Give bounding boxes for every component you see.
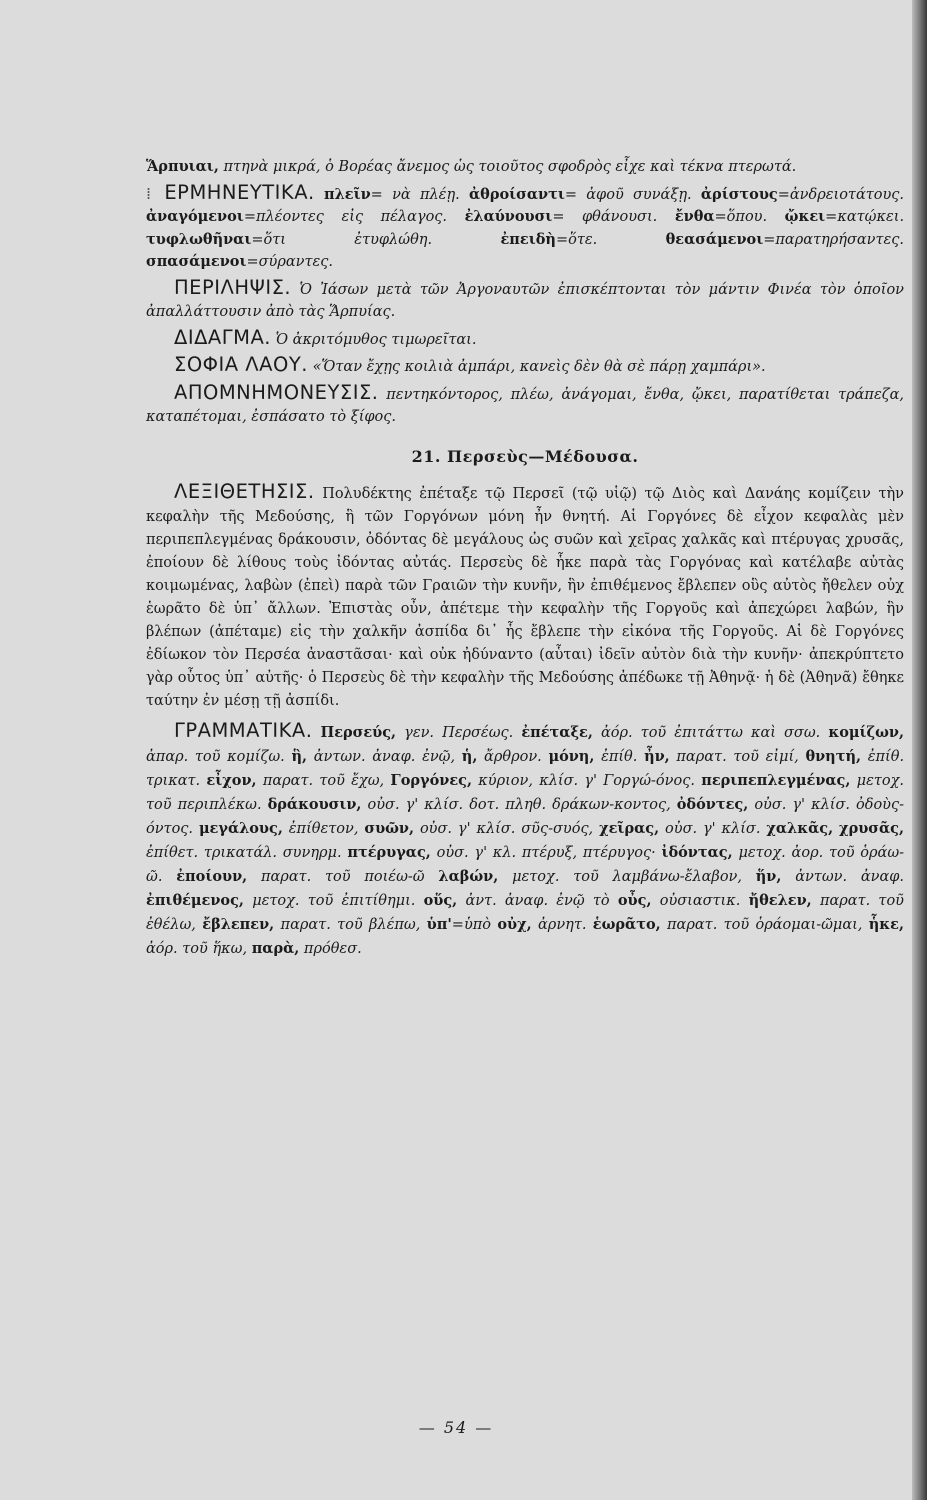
gram-def: οὐσ. γ' κλ. πτέρυξ, πτέρυγος· — [436, 844, 656, 861]
gram-def: ἀρνητ. — [538, 916, 587, 933]
gram-word: ἐπέταξε, — [521, 723, 593, 741]
gram-word: παρὰ, — [251, 939, 300, 957]
gram-word: ἔβλεπεν, — [202, 915, 275, 933]
gram-word: ἧκε, — [868, 915, 905, 933]
gloss-word: ἀθροίσαντι — [469, 185, 565, 203]
gloss-word: ἀρίστους — [700, 185, 778, 203]
gram-entry — [364, 821, 593, 837]
gram-word: χεῖρας, — [599, 819, 660, 837]
gram-def: οὐσ. γ' κλίσ. δοτ. πληθ. δράκων-κοντος, — [367, 796, 671, 813]
margin-marker: ⁞ — [146, 183, 152, 203]
gram-def: οὐσ. γ' κλίσ. ὀδοὺς-όντος. — [146, 796, 905, 837]
gram-entry — [390, 773, 695, 789]
gloss-word: ἔνθα — [674, 208, 715, 225]
gram-entry — [427, 917, 491, 933]
section-title: 21. Περσεὺς—Μέδουσα. — [411, 446, 639, 466]
periliipsis-paragraph — [146, 277, 904, 324]
grammatika-label: ΓΡΑΜΜΑΤΙΚΑ. — [174, 718, 313, 742]
gram-word: οὐχ, — [497, 915, 532, 933]
gram-word: ἤθελεν, — [748, 891, 812, 909]
gram-entry — [766, 821, 839, 837]
gram-entry — [199, 821, 359, 837]
lexithetisis-text: Πολυδέκτης ἐπέταξε τῷ Περσεῖ (τῷ υἱῷ) τῷ Διὸς καὶ Δανάης κομίζειν τὴν κεφαλὴν τῆς Μεδούσης, ἣ τῶν Γοργόνων μόνη ἦν θνητή. Αἱ Γοργόνες δὲ εἶχον κεφαλὰς μὲν περιπεπλεγμένας δράκουσιν, ὀδόντας δὲ μεγάλους ὡς συῶν καὶ χεῖρας χαλκᾶς καὶ πτέρυγας χρυσᾶς, ἐποίουν δὲ λίθους τοὺς ἰδόντας αὐτάς. Περσεὺς δὲ ἧκε παρὰ τὰς Γοργόνας καὶ κατέλαβε αὐτὰς κοιμωμένας, λαβὼν (ἐπεὶ) παρὰ τῶν Γραιῶν τὴν κυνῆν, ἣν ἐπιθέμενος ἔβλεπεν οὓς αὐτὸς ἤθελεν οὐχ ἑωρᾶτο δὲ ὑπ᾽ ἄλλων. Ἐπιστὰς οὖν, ἀπέτεμε τὴν κεφαλὴν τῆς Γοργοῦς καὶ ἀπεχώρει λαβών, ἣν βλέπων (ἀπέταμε) εἰς τὴν χαλκῆν ἀσπίδα δι᾽ ἧς ἔβλεπε τὴν εἰκόνα τῆς Γοργοῦς. Αἱ δὲ Γοργόνες ἐδίωκον τὸν Περσέα ἀναστᾶσαι· καὶ οὐκ ἠδύναντο (αὗται) ἰδεῖν αὐτὸν διὰ τὴν κυνῆν· ἀπεκρύπτετο γὰρ οὗτος ὑπ᾽ αὐτῆς· ὁ Περσεὺς δὲ τὴν κεφαλὴν τῆς Μεδούσης ἀπέδωκε τῇ Ἀθηνᾷ· ἡ δὲ (Ἀθηνᾶ) ἔθηκε ταύτην ἐν μέσῃ τῇ ἀσπίδι. — [146, 485, 904, 709]
gram-def: οὐσ. γ' κλίσ. σῦς-συός, — [419, 820, 594, 837]
gram-word: ἡ, — [461, 747, 478, 765]
page-number: — 54 — — [418, 1418, 494, 1437]
gram-word: ἦν, — [644, 747, 670, 765]
gram-word: Περσεύς, — [320, 723, 397, 741]
gloss-def: =παρατηρήσαντες. — [763, 231, 904, 248]
periliipsis-text: Ὁ Ἰάσων μετὰ τῶν Ἀργοναυτῶν ἐπισκέπτονται τὸν μάντιν Φινέα τὸν ὁποῖον ἀπαλλάττουσιν ἀπὸ τὰς Ἅρπυίας. — [146, 281, 904, 320]
gram-entry — [268, 797, 671, 813]
page-edge-shadow — [912, 0, 927, 1500]
gram-word: χαλκᾶς, — [766, 819, 834, 837]
gloss-word: τυφλωθῆναι — [146, 230, 252, 248]
gram-def: παρατ. τοῦ ἐθέλω, — [146, 892, 904, 933]
gram-def: ἀντων. ἀναφ. ἐνῷ, — [313, 748, 456, 765]
gram-def: πρόθεσ. — [303, 940, 362, 957]
gloss-def: = ἀφοῦ συνάξῃ. — [564, 186, 692, 203]
page-content — [146, 156, 904, 964]
gram-entry — [206, 773, 384, 789]
gram-entry — [593, 917, 863, 933]
gram-entry — [252, 941, 362, 957]
didagma-text: Ὁ ἀκριτόμυθος τιμωρεῖται. — [275, 331, 477, 348]
gram-word: περιπεπλεγμένας, — [701, 771, 851, 789]
sofia-text: «Ὅταν ἔχῃς κοιλιὰ ἀμπάρι, κανεὶς δὲν θὰ σὲ πάρῃ χαμπάρι». — [312, 359, 766, 375]
gram-word: χρυσᾶς, — [839, 819, 904, 837]
gram-word: ἰδόντας, — [661, 843, 733, 861]
gram-def: παρατ. τοῦ ἔχω, — [262, 772, 385, 789]
gram-word: μόνη, — [548, 747, 595, 765]
gram-word: πτέρυγας, — [347, 843, 431, 861]
gram-word: δράκουσιν, — [267, 795, 362, 813]
gloss-def: =σύραντες. — [246, 254, 334, 270]
gram-word: οὖς, — [617, 891, 652, 909]
gloss-def: = φθάνουσι. — [552, 209, 658, 225]
gram-entry — [146, 893, 415, 909]
gram-entry — [202, 917, 420, 933]
gram-def: ἐπίθ. — [601, 748, 638, 765]
gram-word: συῶν, — [364, 819, 415, 837]
gram-entry — [497, 917, 586, 933]
gram-entry — [756, 869, 904, 885]
gram-word: ὑπ' — [426, 915, 452, 933]
gram-entry — [321, 725, 514, 741]
gloss-word: θεασάμενοι — [665, 230, 764, 248]
gram-entry — [644, 749, 799, 765]
gram-def: =ὑπὸ — [451, 916, 492, 933]
gram-word: οὕς, — [423, 891, 458, 909]
gram-entry — [521, 725, 820, 741]
gloss-def: = νὰ πλέῃ. — [370, 186, 460, 203]
gram-word: κομίζων, — [828, 723, 904, 741]
gloss-word: ᾤκει — [784, 208, 826, 225]
gram-def: ἐπίθ. τρικατ. — [146, 748, 905, 789]
gloss-word: ἐλαύνουσι — [464, 208, 553, 225]
gram-word: ἣ, — [291, 747, 308, 765]
gram-def: ἀντων. ἀναφ. — [795, 868, 905, 885]
sofia-label: ΣΟΦΙΑ ΛΑΟΥ. — [174, 353, 308, 376]
gram-entry — [424, 893, 610, 909]
gram-word: ἥν, — [755, 867, 782, 885]
didagma-label: ΔΙΔΑΓΜΑ. — [174, 325, 271, 349]
hermeneutika-paragraph — [146, 182, 904, 274]
gram-def: παρατ. τοῦ ποιέω-ῶ — [260, 868, 425, 885]
gram-def: οὐσιαστικ. — [659, 892, 741, 909]
gram-word: Γοργόνες, — [390, 771, 473, 789]
gloss-word: ἀναγόμενοι — [146, 208, 244, 225]
gloss-def: =ὅτι ἐτυφλώθη. — [251, 231, 433, 248]
gram-entry — [462, 749, 542, 765]
gram-def: κύριον, κλίσ. γ' Γοργώ-όνος. — [478, 772, 695, 789]
gram-entry — [176, 869, 424, 885]
sofia-paragraph — [146, 354, 904, 379]
periliipsis-label: ΠΕΡΙΛΗΨΙΣ. — [174, 275, 292, 299]
gram-entry — [548, 749, 637, 765]
apomnimoneusis-label: ΑΠΟΜΝΗΜΟΝΕΥΣΙΣ. — [174, 380, 379, 404]
gram-def: οὐσ. γ' κλίσ. — [665, 820, 761, 837]
harpies-term: Ἅρπυιαι, — [146, 158, 219, 175]
gram-word: εἶχον, — [206, 771, 257, 789]
gloss-def: =κατῴκει. — [825, 209, 905, 225]
gloss-word: πλεῖν — [324, 185, 371, 203]
gloss-word: ἐπειδὴ — [500, 230, 556, 248]
gram-word: ἐπιθέμενος, — [146, 891, 244, 909]
gram-def: μετοχ. τοῦ περιπλέκω. — [146, 772, 905, 813]
gram-def: μετοχ. τοῦ ἐπιτίθημι. — [252, 892, 416, 909]
apomnimoneusis-paragraph — [146, 382, 904, 429]
gram-entry — [618, 893, 740, 909]
gram-def: γεν. Περσέως. — [404, 724, 514, 741]
gram-def: ἀόρ. τοῦ ἐπιτάττω καὶ σσω. — [600, 724, 821, 741]
gloss-def: =πλέοντες εἰς πέλαγος. — [243, 209, 448, 225]
gram-def: παρατ. τοῦ βλέπω, — [280, 916, 421, 933]
hermeneutika-label: ΕΡΜΗΝΕΥΤΙΚΑ. — [164, 180, 315, 204]
gram-word: ἐποίουν, — [176, 867, 248, 885]
gram-def: παρατ. τοῦ ὁράομαι-ῶμαι, — [667, 916, 863, 933]
gram-def: μετοχ. τοῦ λαμβάνω-ἔλαβον, — [512, 868, 742, 885]
gram-def: ἐπίθετ. τρικατάλ. συνηρμ. — [146, 844, 342, 861]
gloss-word: σπασάμενοι — [146, 253, 247, 270]
gloss-def: =ὅπου. — [714, 209, 768, 225]
apomnimoneusis-text: πεντηκόντορος, πλέω, ἀνάγομαι, ἔνθα, ᾤκει, παρατίθεται τράπεζα, καταπέτομαι, ἐσπάσατο τὸ ξίφος. — [146, 386, 904, 425]
gloss-def: =ἀνδρειοτάτους. — [777, 186, 905, 203]
gram-word: ἑωρᾶτο, — [592, 915, 661, 933]
gram-def: μετοχ. ἀορ. τοῦ ὁράω-ῶ. — [146, 844, 905, 885]
gram-def: ἀπαρ. τοῦ κομίζω. — [146, 748, 285, 765]
gram-def: παρατ. τοῦ εἰμί, — [676, 748, 799, 765]
gloss-def: =ὅτε. — [555, 231, 598, 248]
lexithetisis-label: ΛΕΞΙΘΕΤΗΣΙΣ. — [174, 479, 315, 503]
gram-entry — [599, 821, 760, 837]
gram-def: ἀντ. ἀναφ. ἐνῷ τὸ — [465, 892, 610, 909]
gram-def: ἀόρ. τοῦ ἥκω, — [146, 940, 248, 957]
harpies-paragraph — [146, 156, 904, 179]
grammatika-paragraph — [146, 719, 904, 961]
gram-word: μεγάλους, — [198, 819, 283, 837]
gram-entry — [291, 749, 455, 765]
gram-word: λαβών, — [438, 867, 499, 885]
gram-entry — [438, 869, 742, 885]
lexithetisis-paragraph — [146, 480, 904, 713]
gram-word: θνητή, — [805, 747, 862, 765]
gram-def: ἄρθρον. — [484, 748, 542, 765]
didagma-paragraph — [146, 327, 904, 352]
gram-entry — [347, 845, 655, 861]
harpies-text: πτηνὰ μικρά, ὁ Βορέας ἄνεμος ὡς τοιοῦτος σφοδρὸς εἶχε καὶ τέκνα πτερωτά. — [223, 159, 797, 175]
gram-def: ἐπίθετον, — [288, 820, 359, 837]
gram-word: ὀδόντες, — [676, 795, 749, 813]
